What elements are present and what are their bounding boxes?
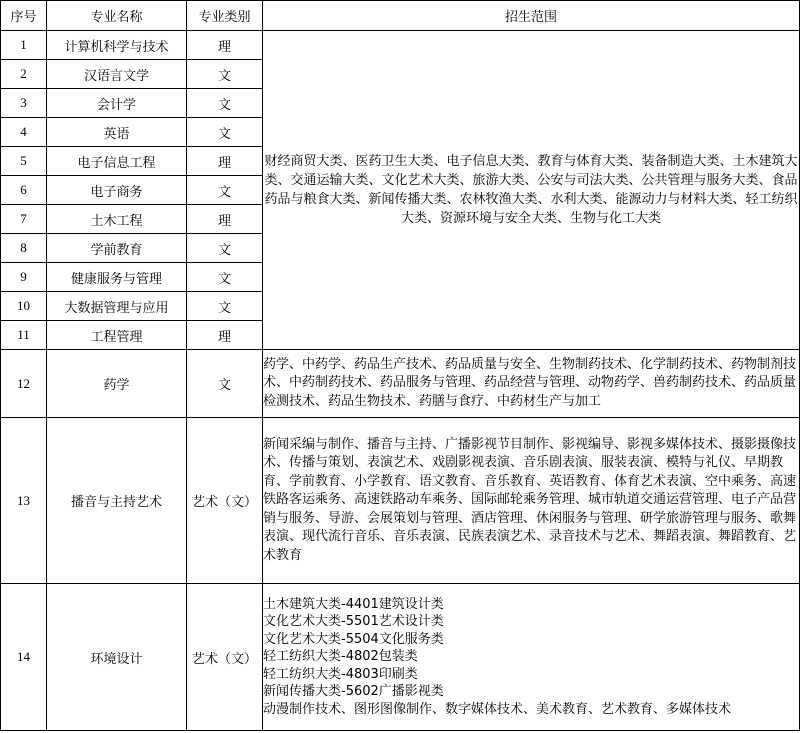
header-name: 专业名称	[47, 1, 187, 31]
major-category: 文	[187, 176, 263, 205]
major-name: 计算机科学与技术	[47, 31, 187, 60]
row-number: 6	[1, 176, 47, 205]
major-name: 健康服务与管理	[47, 263, 187, 292]
table-row	[1, 584, 800, 731]
table-row	[1, 350, 800, 418]
major-name: 英语	[47, 118, 187, 147]
header-category: 专业类别	[187, 1, 263, 31]
scope-cell-general: 财经商贸大类、医药卫生大类、电子信息大类、教育与体育大类、装备制造大类、土木建筑大类、交通运输大类、文化艺术大类、旅游大类、公安与司法大类、公共管理与服务大类、食品药品与粮食大类、新闻传播大类、农林牧渔大类、水利大类、能源动力与材料大类、轻工纺织大类、资源环境与安全大类、生物与化工大类	[263, 31, 800, 350]
major-category: 艺术（文）	[187, 584, 263, 731]
major-name: 汉语言文学	[47, 60, 187, 89]
major-category: 理	[187, 31, 263, 60]
major-category: 文	[187, 60, 263, 89]
scope-cell-pharmacy: 药学、中药学、药品生产技术、药品质量与安全、生物制药技术、化学制药技术、药物制剂技术、中药制药技术、药品服务与管理、药品经营与管理、动物药学、兽药制药技术、药品质量检测技术、药品生物技术、药膳与食疗、中药材生产与加工	[263, 350, 800, 418]
scope-cell-broadcasting: 新闻采编与制作、播音与主持、广播影视节目制作、影视编导、影视多媒体技术、摄影摄像技术、传播与策划、表演艺术、戏剧影视表演、音乐剧表演、服装表演、模特与礼仪、早期教育、学前教育、小学教育、语文教育、音乐教育、英语教育、体育艺术表演、空中乘务、高速铁路客运乘务、高速铁路动车乘务、国际邮轮乘务管理、城市轨道交通运营管理、电子产品营销与服务、导游、会展策划与管理、酒店管理、休闲服务与管理、研学旅游管理与服务、歌舞表演、现代流行音乐、音乐表演、民族表演艺术、录音技术与艺术、舞蹈表演、舞蹈教育、艺术教育	[263, 418, 800, 584]
row-number: 2	[1, 60, 47, 89]
major-category: 文	[187, 292, 263, 321]
major-name: 播音与主持艺术	[47, 418, 187, 584]
major-name: 土木工程	[47, 205, 187, 234]
row-number: 3	[1, 89, 47, 118]
row-number: 7	[1, 205, 47, 234]
major-category: 理	[187, 321, 263, 350]
scope-line: 土木建筑大类-4401建筑设计类	[263, 596, 444, 612]
row-number: 4	[1, 118, 47, 147]
header-row	[1, 1, 800, 31]
row-number: 5	[1, 147, 47, 176]
major-name: 环境设计	[47, 584, 187, 731]
major-name: 大数据管理与应用	[47, 292, 187, 321]
major-category: 文	[187, 350, 263, 418]
major-category: 文	[187, 263, 263, 292]
major-name: 工程管理	[47, 321, 187, 350]
row-number: 1	[1, 31, 47, 60]
scope-line: 轻工纺织大类-4802包装类	[263, 649, 418, 665]
major-category: 理	[187, 147, 263, 176]
scope-line: 轻工纺织大类-4803印刷类	[263, 666, 418, 682]
row-number: 13	[1, 418, 47, 584]
row-number: 10	[1, 292, 47, 321]
major-category: 理	[187, 205, 263, 234]
major-name: 学前教育	[47, 234, 187, 263]
major-name: 药学	[47, 350, 187, 418]
major-category: 文	[187, 118, 263, 147]
table-row	[1, 31, 800, 60]
row-number: 12	[1, 350, 47, 418]
scope-line: 动漫制作技术、图形图像制作、数字媒体技术、美术教育、艺术教育、多媒体技术	[263, 701, 732, 717]
major-category: 文	[187, 234, 263, 263]
scope-line: 文化艺术大类-5501艺术设计类	[263, 614, 444, 630]
row-number: 14	[1, 584, 47, 731]
row-number: 9	[1, 263, 47, 292]
scope-cell-environment-design	[263, 584, 800, 731]
major-name: 电子商务	[47, 176, 187, 205]
row-number: 11	[1, 321, 47, 350]
scope-line: 文化艺术大类-5504文化服务类	[263, 631, 444, 647]
header-no: 序号	[1, 1, 47, 31]
table-row	[1, 418, 800, 584]
row-number: 8	[1, 234, 47, 263]
header-scope: 招生范围	[263, 1, 800, 31]
major-name: 会计学	[47, 89, 187, 118]
major-name: 电子信息工程	[47, 147, 187, 176]
major-category: 文	[187, 89, 263, 118]
major-category: 艺术（文）	[187, 418, 263, 584]
scope-line: 新闻传播大类-5602广播影视类	[263, 684, 444, 700]
